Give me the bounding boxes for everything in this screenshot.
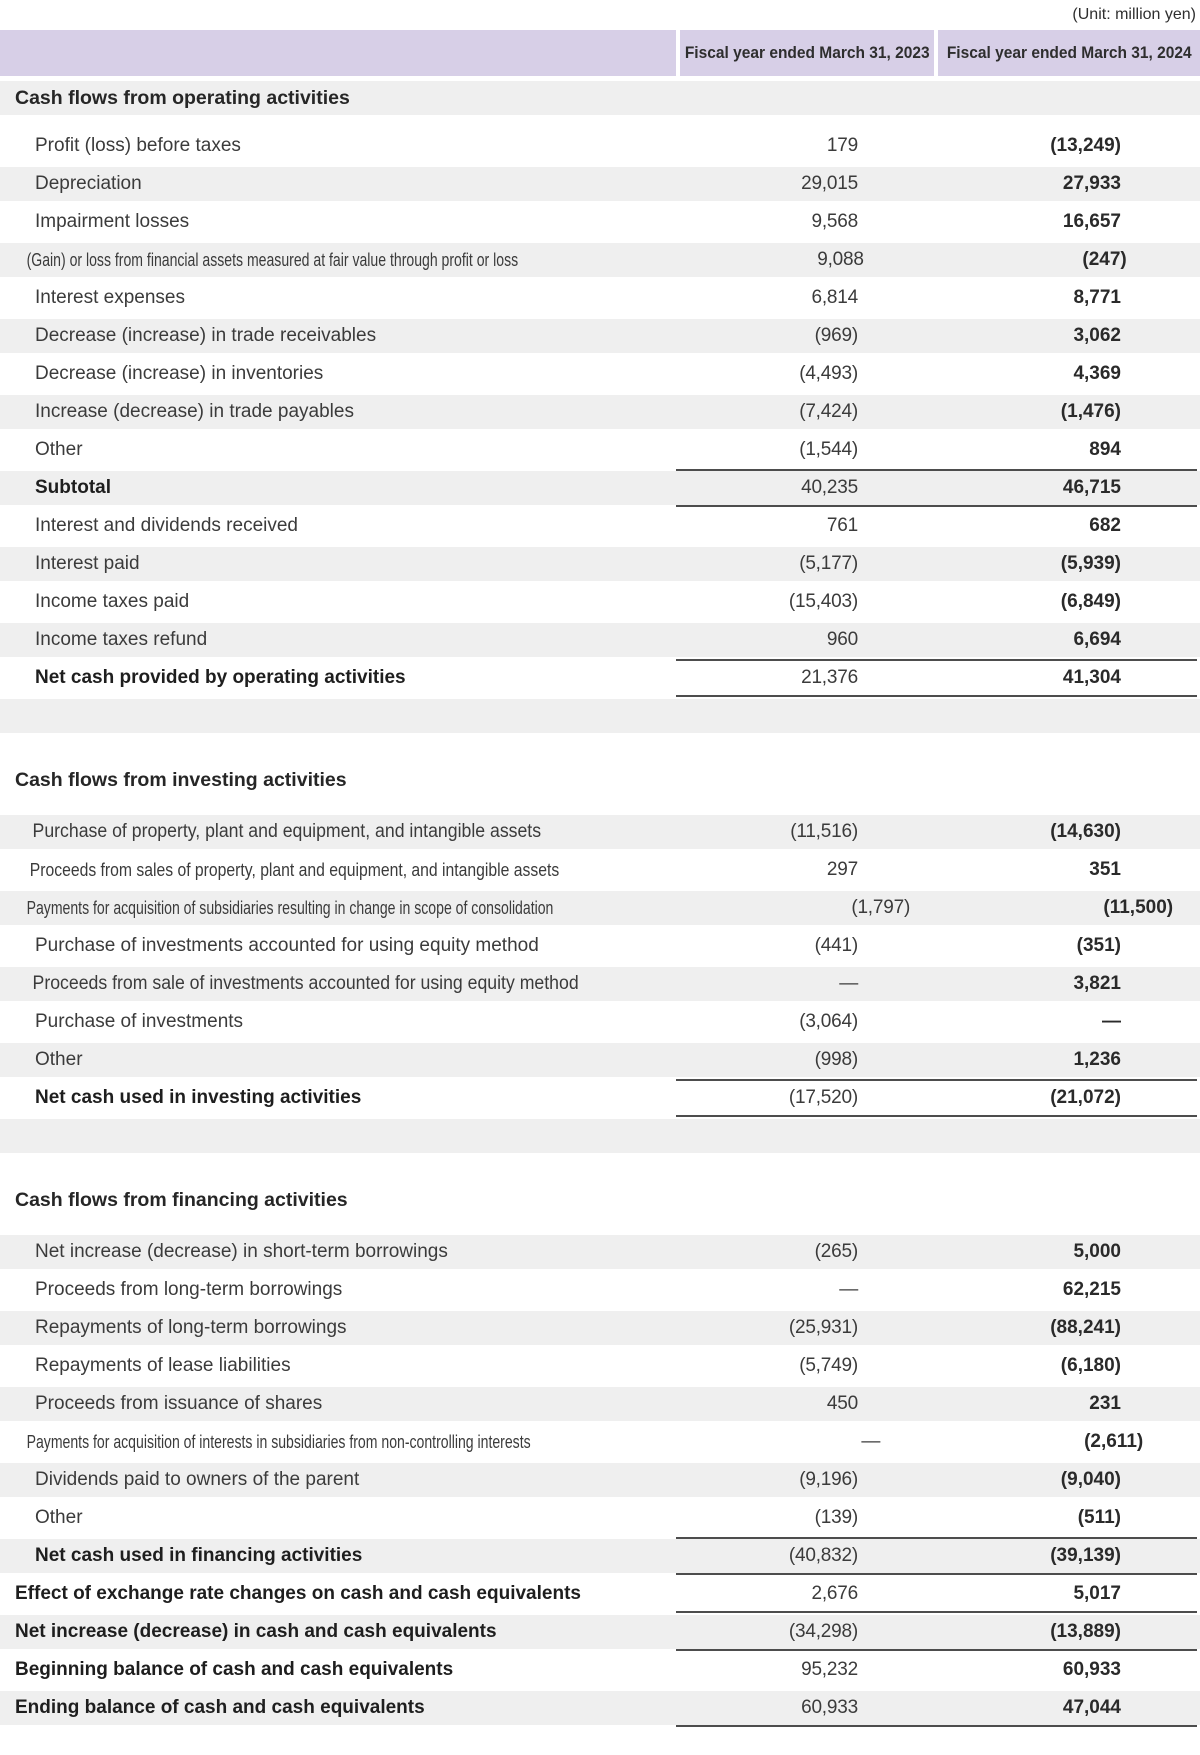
value-fy2023: (969) <box>814 325 858 346</box>
table-row <box>0 583 1200 621</box>
column-header-label-spacer <box>0 30 676 76</box>
value-fy2023: 29,015 <box>801 173 858 194</box>
row-values <box>676 509 1200 543</box>
row-label-text: Purchase of property, plant and equipment, and intangible assets <box>32 821 542 842</box>
value-fy2024: (6,180) <box>1060 1355 1121 1376</box>
value-fy2024: (511) <box>1077 1507 1121 1528</box>
table-row <box>0 1689 1200 1727</box>
value-fy2023: — <box>861 1431 881 1452</box>
table-row <box>0 545 1200 583</box>
value-fy2024: (1,476) <box>1060 401 1121 422</box>
accounting-rule-bottom <box>676 1649 1197 1651</box>
value-fy2024: (14,630) <box>1050 821 1121 842</box>
accounting-rule-bottom <box>676 1115 1197 1117</box>
row-label-text: Profit (loss) before taxes <box>35 135 241 156</box>
row-label <box>0 129 676 163</box>
unit-note-row <box>0 0 1200 30</box>
row-label-text: Other <box>35 439 83 460</box>
row-label-text: Decrease (increase) in inventories <box>35 363 324 384</box>
table-row <box>0 965 1200 1003</box>
row-label-text: Proceeds from long-term borrowings <box>35 1279 343 1300</box>
section-title <box>0 79 1200 117</box>
table-row <box>0 1613 1200 1651</box>
value-fy2023: 297 <box>826 859 858 880</box>
value-fy2023: (139) <box>814 1507 858 1528</box>
row-values <box>676 853 1200 887</box>
table-row <box>0 431 1200 469</box>
row-label <box>0 815 676 849</box>
row-label-text: Interest paid <box>35 553 140 574</box>
row-label-text: Depreciation <box>35 173 142 194</box>
value-fy2024: 6,694 <box>1073 629 1121 650</box>
row-label-text: Effect of exchange rate changes on cash and cash equivalents <box>15 1583 581 1604</box>
row-values <box>676 585 1200 619</box>
section-title-text: Cash flows from investing activities <box>15 768 347 791</box>
value-fy2023: (265) <box>814 1241 858 1262</box>
row-values <box>676 547 1200 581</box>
row-label <box>0 1081 676 1115</box>
table-row <box>0 1003 1200 1041</box>
table-row <box>0 1079 1200 1117</box>
row-label <box>0 1273 676 1307</box>
row-values <box>676 395 1200 429</box>
table-row <box>0 1423 1200 1461</box>
row-values <box>676 1005 1200 1039</box>
row-values <box>698 1425 1200 1459</box>
row-label-text: Net increase (decrease) in short-term borrowings <box>35 1241 448 1262</box>
row-values <box>676 1539 1200 1573</box>
row-label-text: Proceeds from sale of investments accounted for using equity method <box>32 973 579 994</box>
accounting-rule-bottom <box>676 1611 1197 1613</box>
accounting-rule-top <box>676 1079 1197 1081</box>
section-title <box>0 1181 1200 1219</box>
value-fy2023: (1,797) <box>851 897 911 918</box>
row-label <box>0 395 676 429</box>
table-row <box>0 355 1200 393</box>
row-label-text: (Gain) or loss from financial assets measured at fair value through profit or loss <box>26 249 519 270</box>
table-row <box>0 1575 1200 1613</box>
value-fy2024: 8,771 <box>1073 287 1121 308</box>
value-fy2023: (40,832) <box>788 1545 858 1566</box>
accounting-rule-bottom <box>676 1725 1197 1727</box>
value-fy2024: (21,072) <box>1050 1087 1121 1108</box>
value-fy2024: 5,017 <box>1073 1583 1121 1604</box>
accounting-rule-bottom <box>676 1573 1197 1575</box>
row-values <box>676 967 1200 1001</box>
row-values <box>676 1653 1200 1687</box>
table-row <box>0 889 1200 927</box>
value-fy2023: 2,676 <box>811 1583 858 1604</box>
row-label <box>0 1235 676 1269</box>
row-label <box>0 205 676 239</box>
value-fy2023: (9,196) <box>799 1469 858 1490</box>
accounting-rule-top <box>676 469 1197 471</box>
row-label <box>0 1615 676 1649</box>
row-label <box>0 585 676 619</box>
row-label-text: Net increase (decrease) in cash and cash equivalents <box>15 1621 497 1642</box>
row-values <box>676 1081 1200 1115</box>
row-values <box>676 319 1200 353</box>
row-label <box>0 1653 676 1687</box>
value-fy2024: (247) <box>1082 249 1127 270</box>
value-fy2023: 179 <box>826 135 858 156</box>
row-values <box>676 1043 1200 1077</box>
value-fy2023: 450 <box>826 1393 858 1414</box>
row-label <box>0 1463 676 1497</box>
value-fy2023: (25,931) <box>788 1317 858 1338</box>
row-values <box>676 1311 1200 1345</box>
row-label <box>0 547 676 581</box>
table-row <box>0 1347 1200 1385</box>
value-fy2024: — <box>1102 1011 1121 1032</box>
table-row <box>0 621 1200 659</box>
row-label-text: Payments for acquisition of subsidiaries resulting in change in scope of consolidation <box>26 897 554 918</box>
row-values <box>676 1387 1200 1421</box>
row-label <box>0 1349 676 1383</box>
row-label <box>0 243 682 277</box>
column-header-fy2024-text: Fiscal year ended March 31, 2024 <box>946 43 1192 62</box>
column-header-row <box>0 30 1200 76</box>
row-label <box>0 891 728 925</box>
value-fy2023: (1,544) <box>799 439 858 460</box>
row-label <box>0 967 676 1001</box>
row-label-text: Net cash used in investing activities <box>35 1087 362 1108</box>
value-fy2023: (5,177) <box>799 553 858 574</box>
value-fy2024: (39,139) <box>1050 1545 1121 1566</box>
table-row <box>0 1385 1200 1423</box>
row-values <box>728 891 1200 925</box>
value-fy2024: 27,933 <box>1062 173 1121 194</box>
value-fy2024: (11,500) <box>1103 897 1174 918</box>
table-row <box>0 659 1200 697</box>
row-label <box>0 661 676 695</box>
accounting-rule-top <box>676 1537 1197 1539</box>
value-fy2023: 95,232 <box>801 1659 858 1680</box>
row-values <box>682 243 1200 277</box>
row-values <box>676 129 1200 163</box>
row-label-text: Income taxes paid <box>35 591 190 612</box>
value-fy2024: (6,849) <box>1060 591 1121 612</box>
accounting-rule-bottom <box>676 505 1197 507</box>
table-row <box>0 241 1200 279</box>
row-label-text: Repayments of long-term borrowings <box>35 1317 347 1338</box>
column-header-fy2023 <box>680 30 934 76</box>
section-title-text: Cash flows from financing activities <box>15 1188 348 1211</box>
value-fy2023: (5,749) <box>799 1355 858 1376</box>
value-fy2023: 6,814 <box>811 287 858 308</box>
value-fy2023: (17,520) <box>788 1087 858 1108</box>
table-row <box>0 1309 1200 1347</box>
value-fy2024: 894 <box>1089 439 1121 460</box>
row-label-text: Income taxes refund <box>35 629 208 650</box>
spacer-gap <box>0 117 1200 127</box>
table-row <box>0 393 1200 431</box>
table-row <box>0 851 1200 889</box>
row-label-text: Ending balance of cash and cash equivalents <box>15 1697 425 1718</box>
column-header-fy2024 <box>938 30 1200 76</box>
row-label-text: Impairment losses <box>35 211 190 232</box>
spacer-gap <box>0 735 1200 761</box>
value-fy2023: — <box>839 1279 858 1300</box>
value-fy2023: (3,064) <box>799 1011 858 1032</box>
accounting-rule-top <box>676 659 1197 661</box>
row-label <box>0 433 676 467</box>
row-label-text: Decrease (increase) in trade receivables <box>35 325 377 346</box>
table-row <box>0 1041 1200 1079</box>
value-fy2023: 960 <box>826 629 858 650</box>
table-body <box>0 79 1200 1727</box>
value-fy2024: 41,304 <box>1062 667 1121 688</box>
value-fy2024: (13,889) <box>1050 1621 1121 1642</box>
table-row <box>0 1537 1200 1575</box>
row-label <box>0 1501 676 1535</box>
value-fy2024: (5,939) <box>1060 553 1121 574</box>
accounting-rule-bottom <box>676 695 1197 697</box>
spacer-gap <box>0 799 1200 813</box>
row-label <box>0 281 676 315</box>
value-fy2024: 47,044 <box>1062 1697 1121 1718</box>
row-label <box>0 1691 676 1725</box>
value-fy2023: (34,298) <box>788 1621 858 1642</box>
row-values <box>676 1615 1200 1649</box>
value-fy2024: 60,933 <box>1062 1659 1121 1680</box>
value-fy2024: (13,249) <box>1050 135 1121 156</box>
value-fy2023: 761 <box>826 515 858 536</box>
row-label <box>0 1425 698 1459</box>
row-values <box>676 357 1200 391</box>
row-values <box>676 815 1200 849</box>
row-values <box>676 205 1200 239</box>
spacer-gap <box>0 1219 1200 1233</box>
table-row <box>0 1461 1200 1499</box>
row-values <box>676 1349 1200 1383</box>
row-label-text: Proceeds from sales of property, plant and equipment, and intangible assets <box>29 859 560 880</box>
row-label <box>0 1311 676 1345</box>
row-label <box>0 1539 676 1573</box>
unit-note: (Unit: million yen) <box>1072 6 1196 23</box>
row-label <box>0 929 676 963</box>
table-row <box>0 1233 1200 1271</box>
row-label <box>0 471 676 505</box>
value-fy2024: (2,611) <box>1084 1431 1144 1452</box>
row-values <box>676 1577 1200 1611</box>
value-fy2024: (9,040) <box>1060 1469 1121 1490</box>
row-label-text: Interest and dividends received <box>35 515 298 536</box>
row-label-text: Increase (decrease) in trade payables <box>35 401 354 422</box>
row-label-text: Repayments of lease liabilities <box>35 1355 291 1376</box>
value-fy2024: 5,000 <box>1073 1241 1121 1262</box>
value-fy2023: (441) <box>814 935 858 956</box>
row-label-text: Other <box>35 1049 83 1070</box>
row-values <box>676 1235 1200 1269</box>
row-label-text: Proceeds from issuance of shares <box>35 1393 323 1414</box>
row-values <box>676 661 1200 695</box>
row-values <box>676 281 1200 315</box>
value-fy2023: 60,933 <box>801 1697 858 1718</box>
row-values <box>676 623 1200 657</box>
row-label <box>0 1005 676 1039</box>
row-label-text: Net cash used in financing activities <box>35 1545 363 1566</box>
value-fy2024: 231 <box>1089 1393 1121 1414</box>
section-spacer <box>0 1117 1200 1155</box>
value-fy2023: (15,403) <box>788 591 858 612</box>
row-label <box>0 853 676 887</box>
table-row <box>0 279 1200 317</box>
row-label <box>0 1577 676 1611</box>
value-fy2023: (11,516) <box>790 821 858 842</box>
table-row <box>0 317 1200 355</box>
table-row <box>0 203 1200 241</box>
row-values <box>676 929 1200 963</box>
table-row <box>0 1651 1200 1689</box>
row-label <box>0 319 676 353</box>
section-spacer <box>0 697 1200 735</box>
row-values <box>676 1463 1200 1497</box>
row-label-text: Interest expenses <box>35 287 185 308</box>
column-header-fy2023-text: Fiscal year ended March 31, 2023 <box>684 43 930 62</box>
row-label-text: Other <box>35 1507 83 1528</box>
value-fy2023: 40,235 <box>801 477 858 498</box>
value-fy2023: (7,424) <box>799 401 858 422</box>
table-row <box>0 165 1200 203</box>
section-title-text: Cash flows from operating activities <box>15 86 350 109</box>
table-row <box>0 927 1200 965</box>
value-fy2023: 9,568 <box>811 211 858 232</box>
value-fy2023: 9,088 <box>817 249 864 270</box>
value-fy2024: 682 <box>1089 515 1121 536</box>
row-values <box>676 1691 1200 1725</box>
row-values <box>676 167 1200 201</box>
value-fy2023: — <box>839 973 858 994</box>
value-fy2024: 1,236 <box>1073 1049 1121 1070</box>
row-label <box>0 1043 676 1077</box>
value-fy2024: 46,715 <box>1062 477 1121 498</box>
table-row <box>0 507 1200 545</box>
row-label <box>0 357 676 391</box>
table-row <box>0 469 1200 507</box>
row-label <box>0 623 676 657</box>
value-fy2024: 16,657 <box>1062 211 1121 232</box>
row-values <box>676 1501 1200 1535</box>
value-fy2024: 351 <box>1089 859 1121 880</box>
row-label <box>0 1387 676 1421</box>
row-label-text: Beginning balance of cash and cash equivalents <box>15 1659 454 1680</box>
value-fy2023: (4,493) <box>799 363 858 384</box>
value-fy2024: (88,241) <box>1050 1317 1121 1338</box>
row-label-text: Purchase of investments <box>35 1011 244 1032</box>
value-fy2024: 3,062 <box>1073 325 1121 346</box>
row-label-text: Net cash provided by operating activities <box>35 667 406 688</box>
row-label <box>0 167 676 201</box>
value-fy2024: (351) <box>1076 935 1121 956</box>
section-title <box>0 761 1200 799</box>
spacer-gap <box>0 1155 1200 1181</box>
row-values <box>676 471 1200 505</box>
value-fy2023: 21,376 <box>801 667 858 688</box>
row-label-text: Purchase of investments accounted for using equity method <box>35 935 539 956</box>
row-label-text: Subtotal <box>35 477 111 498</box>
value-fy2024: 4,369 <box>1073 363 1121 384</box>
table-row <box>0 127 1200 165</box>
row-label-text: Dividends paid to owners of the parent <box>35 1469 360 1490</box>
table-row <box>0 1271 1200 1309</box>
table-row <box>0 1499 1200 1537</box>
value-fy2024: 3,821 <box>1073 973 1121 994</box>
row-label-text: Payments for acquisition of interests in subsidiaries from non-controlling interests <box>26 1431 531 1452</box>
value-fy2023: (998) <box>814 1049 858 1070</box>
row-values <box>676 1273 1200 1307</box>
table-row <box>0 813 1200 851</box>
value-fy2024: 62,215 <box>1062 1279 1121 1300</box>
row-label <box>0 509 676 543</box>
row-values <box>676 433 1200 467</box>
